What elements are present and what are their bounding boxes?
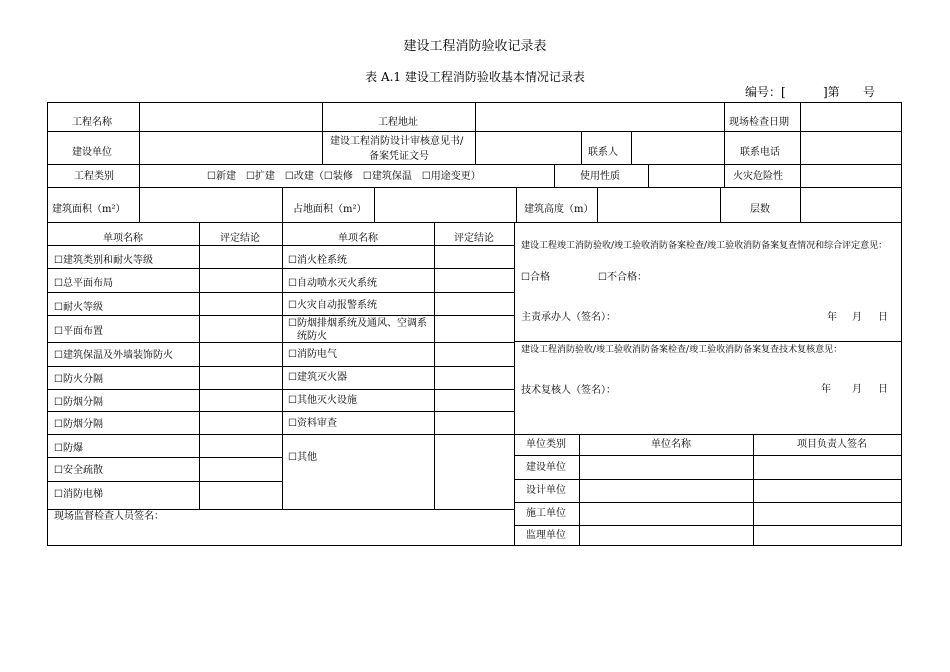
label-inspection-date: 现场检查日期 xyxy=(729,117,789,128)
unit-type-row: 建设单位 xyxy=(526,462,566,473)
col-line xyxy=(579,434,580,546)
col-line xyxy=(631,131,632,164)
col-line xyxy=(753,434,754,546)
month-label: 月 xyxy=(852,384,862,395)
row-line xyxy=(47,222,902,223)
document-title: 建设工程消防验收记录表 xyxy=(403,39,547,54)
row-line xyxy=(47,366,514,367)
row-line xyxy=(47,164,902,165)
day-label: 日 xyxy=(878,384,888,395)
col-line xyxy=(139,102,140,164)
day-label: 日 xyxy=(878,312,888,323)
item-right: ☐消火栓系统 xyxy=(288,255,347,266)
row-line xyxy=(514,479,902,480)
label-building-area: 建筑面积（m²） xyxy=(52,204,126,215)
month-label: 月 xyxy=(852,312,862,323)
item-right: ☐资料审查 xyxy=(288,418,337,429)
label-review-doc-1: 建设工程消防设计审核意见书/ xyxy=(330,136,464,147)
item-left: ☐建筑保温及外墙装饰防火 xyxy=(54,350,173,361)
fail-checkbox-label: ☐不合格： xyxy=(598,272,647,283)
label-building-height: 建筑高度（m） xyxy=(524,204,594,215)
item-right: ☐其他 xyxy=(288,452,317,463)
overall-opinion-title: 建设工程竣工消防验收/竣工验收消防备案检查/竣工验收消防备案复查情况和综合评定意见： xyxy=(521,241,888,251)
item-left: ☐防爆 xyxy=(54,443,83,454)
label-floors: 层数 xyxy=(750,204,770,215)
year-label: 年 xyxy=(821,384,831,395)
number-end: 号 xyxy=(863,85,876,99)
label-usage: 使用性质 xyxy=(580,171,620,182)
label-land-area: 占地面积（m²） xyxy=(293,204,367,215)
row-line xyxy=(47,434,514,435)
item-left: ☐总平面布局 xyxy=(54,278,113,289)
item-right-cont: 统防火 xyxy=(297,331,327,342)
row-line xyxy=(47,389,514,390)
col-line xyxy=(554,164,555,187)
row-line xyxy=(47,457,282,458)
row-line xyxy=(514,502,902,503)
col-line xyxy=(322,102,323,164)
pass-checkbox-label: ☐合格 xyxy=(521,272,550,283)
item-left: ☐防烟分隔 xyxy=(54,419,103,430)
col-line xyxy=(374,187,375,222)
project-type-options: ☐新建 ☐扩建 ☐改建（☐装修 ☐建筑保温 ☐用途变更） xyxy=(207,171,481,182)
col-header-result: 评定结论 xyxy=(220,233,260,244)
col-line xyxy=(516,187,517,222)
table-subtitle: 表 A.1 建设工程消防验收基本情况记录表 xyxy=(365,70,585,84)
row-line xyxy=(47,268,514,269)
item-left: ☐防烟分隔 xyxy=(54,397,103,408)
col-line xyxy=(514,222,515,546)
label-fire-hazard: 火灾危险性 xyxy=(733,171,783,182)
col-line xyxy=(724,102,725,187)
label-construction-unit: 建设单位 xyxy=(72,147,112,158)
label-project-name: 工程名称 xyxy=(72,117,112,128)
row-line xyxy=(47,509,514,510)
col-line xyxy=(475,102,476,164)
item-right: ☐建筑灭火器 xyxy=(288,372,347,383)
item-left: ☐平面布置 xyxy=(54,326,103,337)
year-label: 年 xyxy=(827,312,837,323)
label-review-doc-2: 备案凭证文号 xyxy=(369,151,429,162)
unit-type-row: 施工单位 xyxy=(526,508,566,519)
label-contact-phone: 联系电话 xyxy=(740,147,780,158)
number-mid: ]第 xyxy=(823,85,840,99)
col-line xyxy=(648,164,649,187)
col-line xyxy=(800,102,801,222)
item-left: ☐建筑类别和耐火等级 xyxy=(54,255,153,266)
col-header-result: 评定结论 xyxy=(454,233,494,244)
col-line xyxy=(282,187,283,222)
number-label: 编号：[ xyxy=(745,85,786,99)
row-line xyxy=(514,434,902,435)
col-header-item-name: 单项名称 xyxy=(103,233,143,244)
item-left: ☐防火分隔 xyxy=(54,374,103,385)
item-right: ☐防烟排烟系统及通风、空调系 xyxy=(288,318,427,329)
supervisor-signature-label: 现场监督检查人员签名： xyxy=(54,511,164,522)
row-line xyxy=(47,292,514,293)
row-line xyxy=(47,342,514,343)
item-right: ☐消防电气 xyxy=(288,349,337,360)
col-line xyxy=(581,131,582,164)
col-line xyxy=(139,164,140,222)
reviewer-signature-label: 技术复核人（签名）： xyxy=(521,385,616,396)
unit-type-row: 监理单位 xyxy=(526,530,566,541)
col-header-unit-name: 单位名称 xyxy=(651,439,691,450)
col-line xyxy=(597,187,598,222)
row-line xyxy=(47,245,514,246)
label-contact-person: 联系人 xyxy=(588,147,618,158)
review-opinion-title: 建设工程消防验收/竣工验收消防备案检查/竣工验收消防备案复查技术复核意见： xyxy=(521,345,843,355)
handler-signature-label: 主责承办人（签名）： xyxy=(521,312,616,323)
item-right: ☐火灾自动报警系统 xyxy=(288,300,377,311)
row-line xyxy=(514,525,902,526)
label-project-address: 工程地址 xyxy=(378,117,418,128)
row-line xyxy=(47,315,514,316)
col-header-unit-type: 单位类别 xyxy=(526,439,566,450)
col-header-item-name: 单项名称 xyxy=(338,233,378,244)
row-line xyxy=(47,411,514,412)
item-right: ☐其他灭火设施 xyxy=(288,395,357,406)
label-project-type: 工程类别 xyxy=(74,171,114,182)
row-line xyxy=(47,481,282,482)
row-line xyxy=(47,187,902,188)
row-line xyxy=(514,341,902,342)
row-line xyxy=(514,455,902,456)
col-header-leader-sign: 项目负责人签名 xyxy=(797,439,867,450)
col-line xyxy=(720,187,721,222)
item-left: ☐消防电梯 xyxy=(54,489,103,500)
unit-type-row: 设计单位 xyxy=(526,485,566,496)
item-left: ☐耐火等级 xyxy=(54,302,103,313)
item-left: ☐安全疏散 xyxy=(54,465,103,476)
item-right: ☐自动喷水灭火系统 xyxy=(288,278,377,289)
